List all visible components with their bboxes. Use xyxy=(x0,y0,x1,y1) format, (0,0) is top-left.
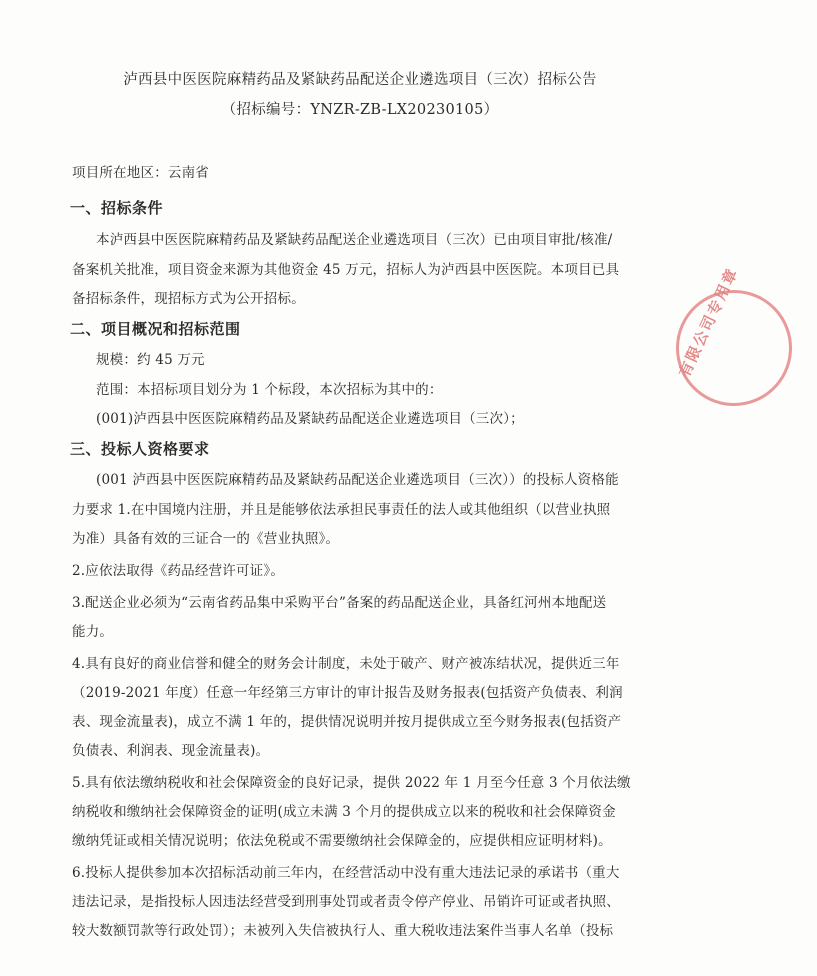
document-title: 泸西县中医医院麻精药品及紧缺药品配送企业遴选项目（三次）招标公告 xyxy=(123,72,597,88)
project-region: 项目所在地区：云南省 xyxy=(72,165,209,181)
paragraph-line: 为准）具备有效的三证合一的《营业执照》。 xyxy=(72,531,340,547)
paragraph-line: 负债表、利润表、现金流量表)。 xyxy=(72,743,270,759)
paragraph-line: (001)泸西县中医医院麻精药品及紧缺药品配送企业遴选项目（三次）； xyxy=(96,411,524,427)
tender-code: （招标编号：YNZR-ZB-LX20230105） xyxy=(221,102,499,118)
paragraph-line: 3.配送企业必须为“云南省药品集中采购平台”备案的药品配送企业，具备红河州本地配送 xyxy=(72,595,607,611)
paragraph-line: 力要求 1.在中国境内注册，并且是能够依法承担民事责任的法人或其他组织（以营业执照 xyxy=(72,502,611,518)
paragraph-line: 规模：约 45 万元 xyxy=(96,352,205,368)
paragraph-line: 备招标条件，现招标方式为公开招标。 xyxy=(72,291,305,307)
paragraph-line: 备案机关批准，项目资金来源为其他资金 45 万元，招标人为泸西县中医医院。本项目已具 xyxy=(72,262,620,278)
seal-text: 有限公司专用章 xyxy=(675,264,742,381)
paragraph-line: 表、现金流量表)，成立不满 1 年的，提供情况说明并按月提供成立至今财务报表(包括资产 xyxy=(72,714,622,730)
paragraph-line: 范围：本招标项目划分为 1 个标段，本次招标为其中的： xyxy=(96,382,443,398)
paragraph-line: 2.应依法取得《药品经营许可证》。 xyxy=(72,563,285,579)
paragraph-line: 4.具有良好的商业信誉和健全的财务会计制度，未处于破产、财产被冻结状况，提供近三年 xyxy=(72,656,620,672)
paragraph-line: 5.具有依法缴纳税收和社会保障资金的良好记录，提供 2022 年 1 月至今任意 3 个月依法缴 xyxy=(72,775,631,791)
section-heading-1: 一、招标条件 xyxy=(70,199,164,217)
paragraph-line: 6.投标人提供参加本次招标活动前三年内，在经营活动中没有重大违法记录的承诺书（重大 xyxy=(72,865,620,881)
company-seal-stamp xyxy=(657,264,811,425)
paragraph-line: (001 泸西县中医医院麻精药品及紧缺药品配送企业遴选项目（三次））的投标人资格能 xyxy=(96,472,619,488)
section-heading-3: 三、投标人资格要求 xyxy=(70,440,210,458)
paragraph-line: 本泸西县中医医院麻精药品及紧缺药品配送企业遴选项目（三次）已由项目审批/核准/ xyxy=(96,232,613,248)
paragraph-line: 缴纳凭证或相关情况说明；依法免税或不需要缴纳社会保障金的，应提供相应证明材料)。 xyxy=(72,833,612,849)
paragraph-line: 能力。 xyxy=(72,624,114,640)
paragraph-line: 纳税收和缴纳社会保障资金的证明(成立未满 3 个月的提供成立以来的税收和社会保障资金 xyxy=(72,804,616,820)
paragraph-line: 较大数额罚款等行政处罚）；未被列入失信被执行人、重大税收违法案件当事人名单（投标 xyxy=(72,923,614,939)
paragraph-line: 违法记录，是指投标人因违法经营受到刑事处罚或者责令停产停业、吊销许可证或者执照、 xyxy=(72,894,620,910)
section-heading-2: 二、项目概况和招标范围 xyxy=(70,320,241,338)
paragraph-line: （2019-2021 年度）任意一年经第三方审计的审计报告及财务报表(包括资产负债表、利润 xyxy=(72,685,623,701)
